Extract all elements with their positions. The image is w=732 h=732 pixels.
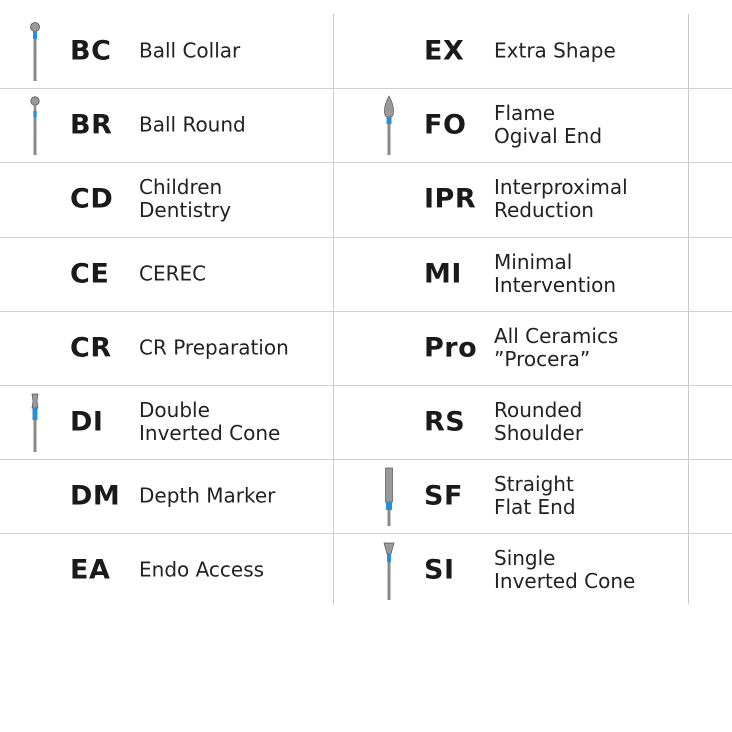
shape-code: BC — [70, 35, 112, 67]
shape-name-line: Intervention — [494, 272, 617, 297]
shape-code: IPR — [424, 183, 477, 215]
shape-name — [139, 336, 289, 359]
shape-name — [494, 399, 583, 445]
ball-collar-bur-icon — [27, 21, 43, 86]
shape-name — [139, 485, 275, 508]
table-row — [334, 14, 684, 88]
shape-name — [494, 325, 618, 371]
shape-name-line: CR Preparation — [139, 335, 289, 360]
table-row — [0, 533, 350, 607]
table-row — [0, 311, 350, 385]
table-row — [334, 533, 684, 607]
table-row — [334, 237, 684, 311]
table-row — [0, 385, 350, 459]
shape-name-line: Reduction — [494, 198, 594, 223]
table-row — [0, 237, 350, 311]
shape-name-line: Endo Access — [139, 557, 265, 582]
table-row — [334, 311, 684, 385]
shape-name-line: Flame — [494, 101, 556, 126]
shape-name — [494, 176, 628, 222]
shape-code: EA — [70, 554, 111, 586]
shape-name-line: Ogival End — [494, 124, 603, 149]
shape-code: BR — [70, 109, 113, 141]
shape-name — [139, 559, 264, 582]
shape-code: RS — [424, 406, 466, 438]
shape-code: FO — [424, 109, 467, 141]
shape-code: SI — [424, 554, 455, 586]
shape-name-line: Inverted Cone — [139, 421, 281, 445]
shape-name-line: Ball Collar — [139, 38, 241, 63]
shape-name-line: ”Procera” — [494, 346, 591, 371]
table-row — [334, 459, 684, 533]
shape-name — [494, 102, 602, 148]
shape-name-line: Dentistry — [139, 198, 232, 223]
shape-name-line: Rounded — [494, 398, 583, 422]
shape-name-line: Flat End — [494, 495, 576, 520]
table-row — [0, 459, 350, 533]
shape-name — [494, 547, 635, 593]
shape-code: Pro — [424, 332, 478, 364]
shape-name-line: Inverted Cone — [494, 569, 636, 594]
shape-name-line: Shoulder — [494, 421, 584, 445]
shape-code: EX — [424, 35, 465, 67]
ball-round-bur-icon — [27, 95, 43, 160]
shape-code: MI — [424, 258, 462, 290]
shape-name-line: Ball Round — [139, 112, 246, 137]
shape-code: DM — [70, 480, 121, 512]
table-row — [334, 385, 684, 459]
shape-name-line: Double — [139, 398, 210, 422]
flame-bur-icon — [381, 95, 397, 160]
shape-name — [139, 40, 240, 63]
shape-code: CD — [70, 183, 114, 215]
shape-name-line: All Ceramics — [494, 323, 619, 348]
shape-name — [139, 262, 206, 285]
shape-name-line: Interproximal — [494, 175, 628, 200]
table-row — [334, 162, 684, 236]
shape-name-line: Children — [139, 175, 223, 200]
shape-name — [139, 399, 280, 445]
table-row — [0, 162, 350, 236]
shape-code: CR — [70, 332, 112, 364]
shape-name — [494, 473, 576, 519]
shape-name-line: Minimal — [494, 249, 573, 274]
shape-name-line: Straight — [494, 472, 574, 497]
shape-name — [139, 114, 246, 137]
shape-name-line: Extra Shape — [494, 38, 616, 63]
single-inverted-cone-bur-icon — [381, 540, 397, 605]
shape-name — [494, 251, 616, 297]
straight-flat-end-bur-icon — [381, 466, 397, 531]
shape-name — [139, 176, 231, 222]
shape-code: CE — [70, 258, 110, 290]
bur-shape-table — [0, 14, 732, 604]
table-row — [0, 88, 350, 162]
shape-name-line: CEREC — [139, 261, 207, 286]
shape-name-line: Single — [494, 546, 556, 571]
table-row — [334, 88, 684, 162]
shape-code: SF — [424, 480, 463, 512]
table-row — [0, 14, 350, 88]
column-divider — [688, 14, 689, 604]
shape-name-line: Depth Marker — [139, 483, 276, 508]
double-inverted-cone-bur-icon — [27, 392, 43, 457]
shape-code: DI — [70, 406, 104, 438]
shape-name — [494, 40, 616, 63]
